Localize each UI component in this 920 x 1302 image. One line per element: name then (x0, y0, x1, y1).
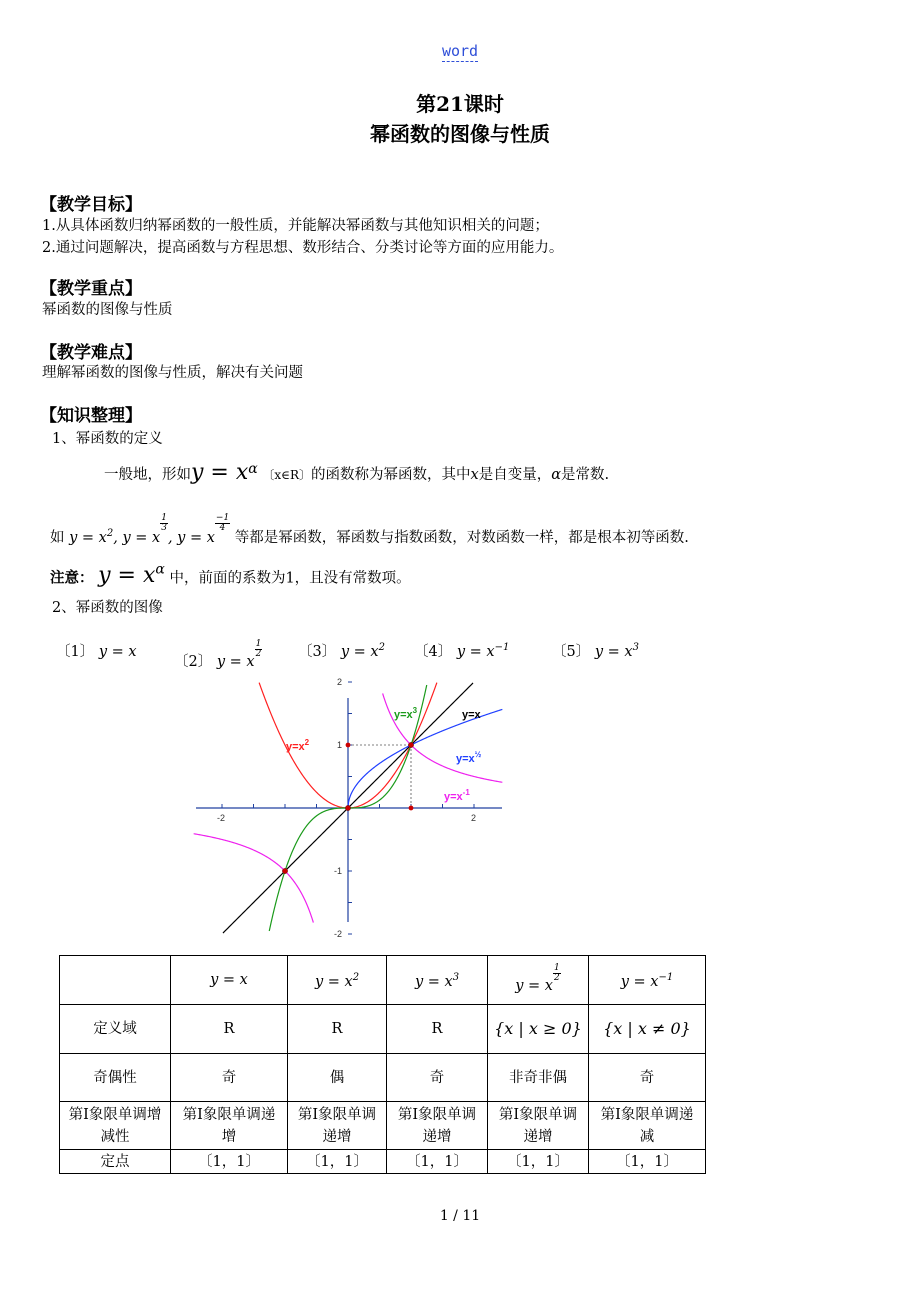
x-tick-label: 2 (471, 813, 477, 823)
example-suffix: 等都是幂函数，幂函数与指数函数，对数函数一样，都是根本初等函数. (234, 530, 689, 546)
col-y-xinv: $y = x^{-1}$ (589, 956, 706, 1005)
example-formulas: $y = x^2$, y = x $\frac{1}{3}$ , y = x $\frac{-1}{4}$ (69, 513, 230, 546)
table-corner (60, 956, 171, 1005)
note-label: 注意： (50, 569, 94, 587)
col-y-x2: $y = x^2$ (288, 956, 387, 1005)
table-cell: 第Ⅰ象限单调递增 (171, 1102, 288, 1150)
col-y-x: y = x (171, 956, 288, 1005)
y-tick-label: -1 (333, 866, 342, 876)
x-tick-label: -2 (217, 813, 226, 823)
note-line (50, 562, 411, 588)
note-suffix: 中，前面的系数为1，且没有常数项。 (169, 570, 411, 587)
key-point (409, 806, 414, 811)
table-cell: 奇 (589, 1054, 706, 1102)
row-label-domain: 定义域 (60, 1005, 171, 1054)
table-cell: 〔1，1〕 (288, 1150, 387, 1174)
difficulties-text: 理解幂函数的图像与性质，解决有关问题 (42, 365, 303, 381)
key-point (345, 805, 350, 810)
table-cell: R (171, 1005, 288, 1054)
def-formula-exp: α (248, 461, 258, 478)
series-line (383, 693, 503, 782)
case-4: 〔4〕 $y = x^{-1}$ (414, 642, 510, 660)
table-header-row (60, 956, 706, 1005)
objectives-heading: 【教学目标】 (40, 195, 142, 215)
table-row (60, 1150, 706, 1174)
table-row (60, 1054, 706, 1102)
lesson-title: 幂函数的图像与性质 (370, 122, 550, 146)
example-line (50, 514, 689, 547)
series-label: $y=x^3$ (394, 706, 418, 721)
table-cell: R (387, 1005, 488, 1054)
example-prefix: 如 (50, 530, 65, 546)
series-label: y=x (462, 709, 481, 721)
table-cell: 第Ⅰ象限单调递增 (387, 1102, 488, 1150)
key-points-text: 幂函数的图像与性质 (42, 302, 173, 318)
y-tick-label: 2 (336, 677, 342, 687)
key-point (408, 742, 413, 747)
definition-line (104, 460, 609, 485)
note-formula: $y = x^\alpha$ (98, 562, 165, 589)
def-alpha-suffix: 是常数. (561, 467, 610, 483)
row-label-fixed-point: 定点 (60, 1150, 171, 1174)
table-cell: 第Ⅰ象限单调递减 (589, 1102, 706, 1150)
knowledge-heading: 【知识整理】 (40, 406, 142, 426)
page-number: 1 / 11 (439, 1208, 481, 1224)
table-cell: 〔1，1〕 (387, 1150, 488, 1174)
table-cell: 非奇非偶 (488, 1054, 589, 1102)
header-link[interactable] (0, 42, 920, 60)
table-cell: 〔1，1〕 (171, 1150, 288, 1174)
case-5: 〔5〕 $y = x^3$ (552, 642, 639, 660)
key-point (282, 868, 287, 873)
table-cell: 第Ⅰ象限单调递增 (488, 1102, 589, 1150)
table-cell: R (288, 1005, 387, 1054)
table-cell: 〔1，1〕 (488, 1150, 589, 1174)
table-row (60, 1102, 706, 1150)
key-point (346, 743, 351, 748)
case-3: 〔3〕 $y = x^2$ (298, 642, 385, 660)
cases-row (0, 639, 920, 670)
case-1: 〔1〕 y = x (56, 644, 137, 660)
def-alpha: α (551, 467, 562, 483)
power-function-chart (190, 677, 510, 939)
table-row (60, 1005, 706, 1054)
row-label-parity: 奇偶性 (60, 1054, 171, 1102)
def-prefix: 一般地，形如 (104, 467, 191, 483)
case-2: 〔2〕 y = x $\frac{1}{2}$ (174, 639, 262, 670)
col-y-x3: $y = x^3$ (387, 956, 488, 1005)
definition-title: 1、幂函数的定义 (52, 431, 163, 447)
table-cell: 第Ⅰ象限单调递增 (288, 1102, 387, 1150)
row-label-monotonic: 第Ⅰ象限单调增减性 (60, 1102, 171, 1150)
objective-1: 1.从具体函数归纳幂函数的一般性质，并能解决幂函数与其他知识相关的问题； (42, 218, 549, 234)
header-link-text[interactable]: word (441, 42, 479, 60)
col-y-xhalf: y = x $\frac{1}{2}$ (488, 956, 589, 1005)
table-cell: 偶 (288, 1054, 387, 1102)
series-line (194, 834, 314, 923)
table-cell: {x | x ≥ 0} (488, 1005, 589, 1054)
y-tick-label: -2 (333, 929, 342, 939)
properties-table (59, 955, 706, 1174)
table-cell: {x | x ≠ 0} (589, 1005, 706, 1054)
table-cell: 〔1，1〕 (589, 1150, 706, 1174)
table-cell: 奇 (171, 1054, 288, 1102)
def-var: x (470, 467, 479, 483)
series-label: $y=x^2$ (286, 738, 310, 753)
def-var-suffix: 是自变量， (478, 467, 552, 483)
def-formula: y = x (191, 460, 249, 485)
series-label: $y=x^{-1}$ (444, 788, 470, 803)
y-tick-label: 1 (336, 740, 342, 750)
difficulties-heading: 【教学难点】 (40, 343, 142, 363)
objective-2: 2.通过问题解决，提高函数与方程思想、数形结合、分类讨论等方面的应用能力。 (42, 240, 564, 256)
key-points-heading: 【教学重点】 (40, 279, 142, 299)
table-cell: 奇 (387, 1054, 488, 1102)
graph-title: 2、幂函数的图像 (52, 600, 163, 616)
series-label: $y=x^{\frac{1}{2}}$ (456, 750, 482, 765)
lesson-number: 第21课时 (416, 92, 504, 116)
def-suffix: 的函数称为幂函数，其中 (311, 467, 471, 483)
def-domain: 〔x∈R〕 (262, 468, 312, 482)
